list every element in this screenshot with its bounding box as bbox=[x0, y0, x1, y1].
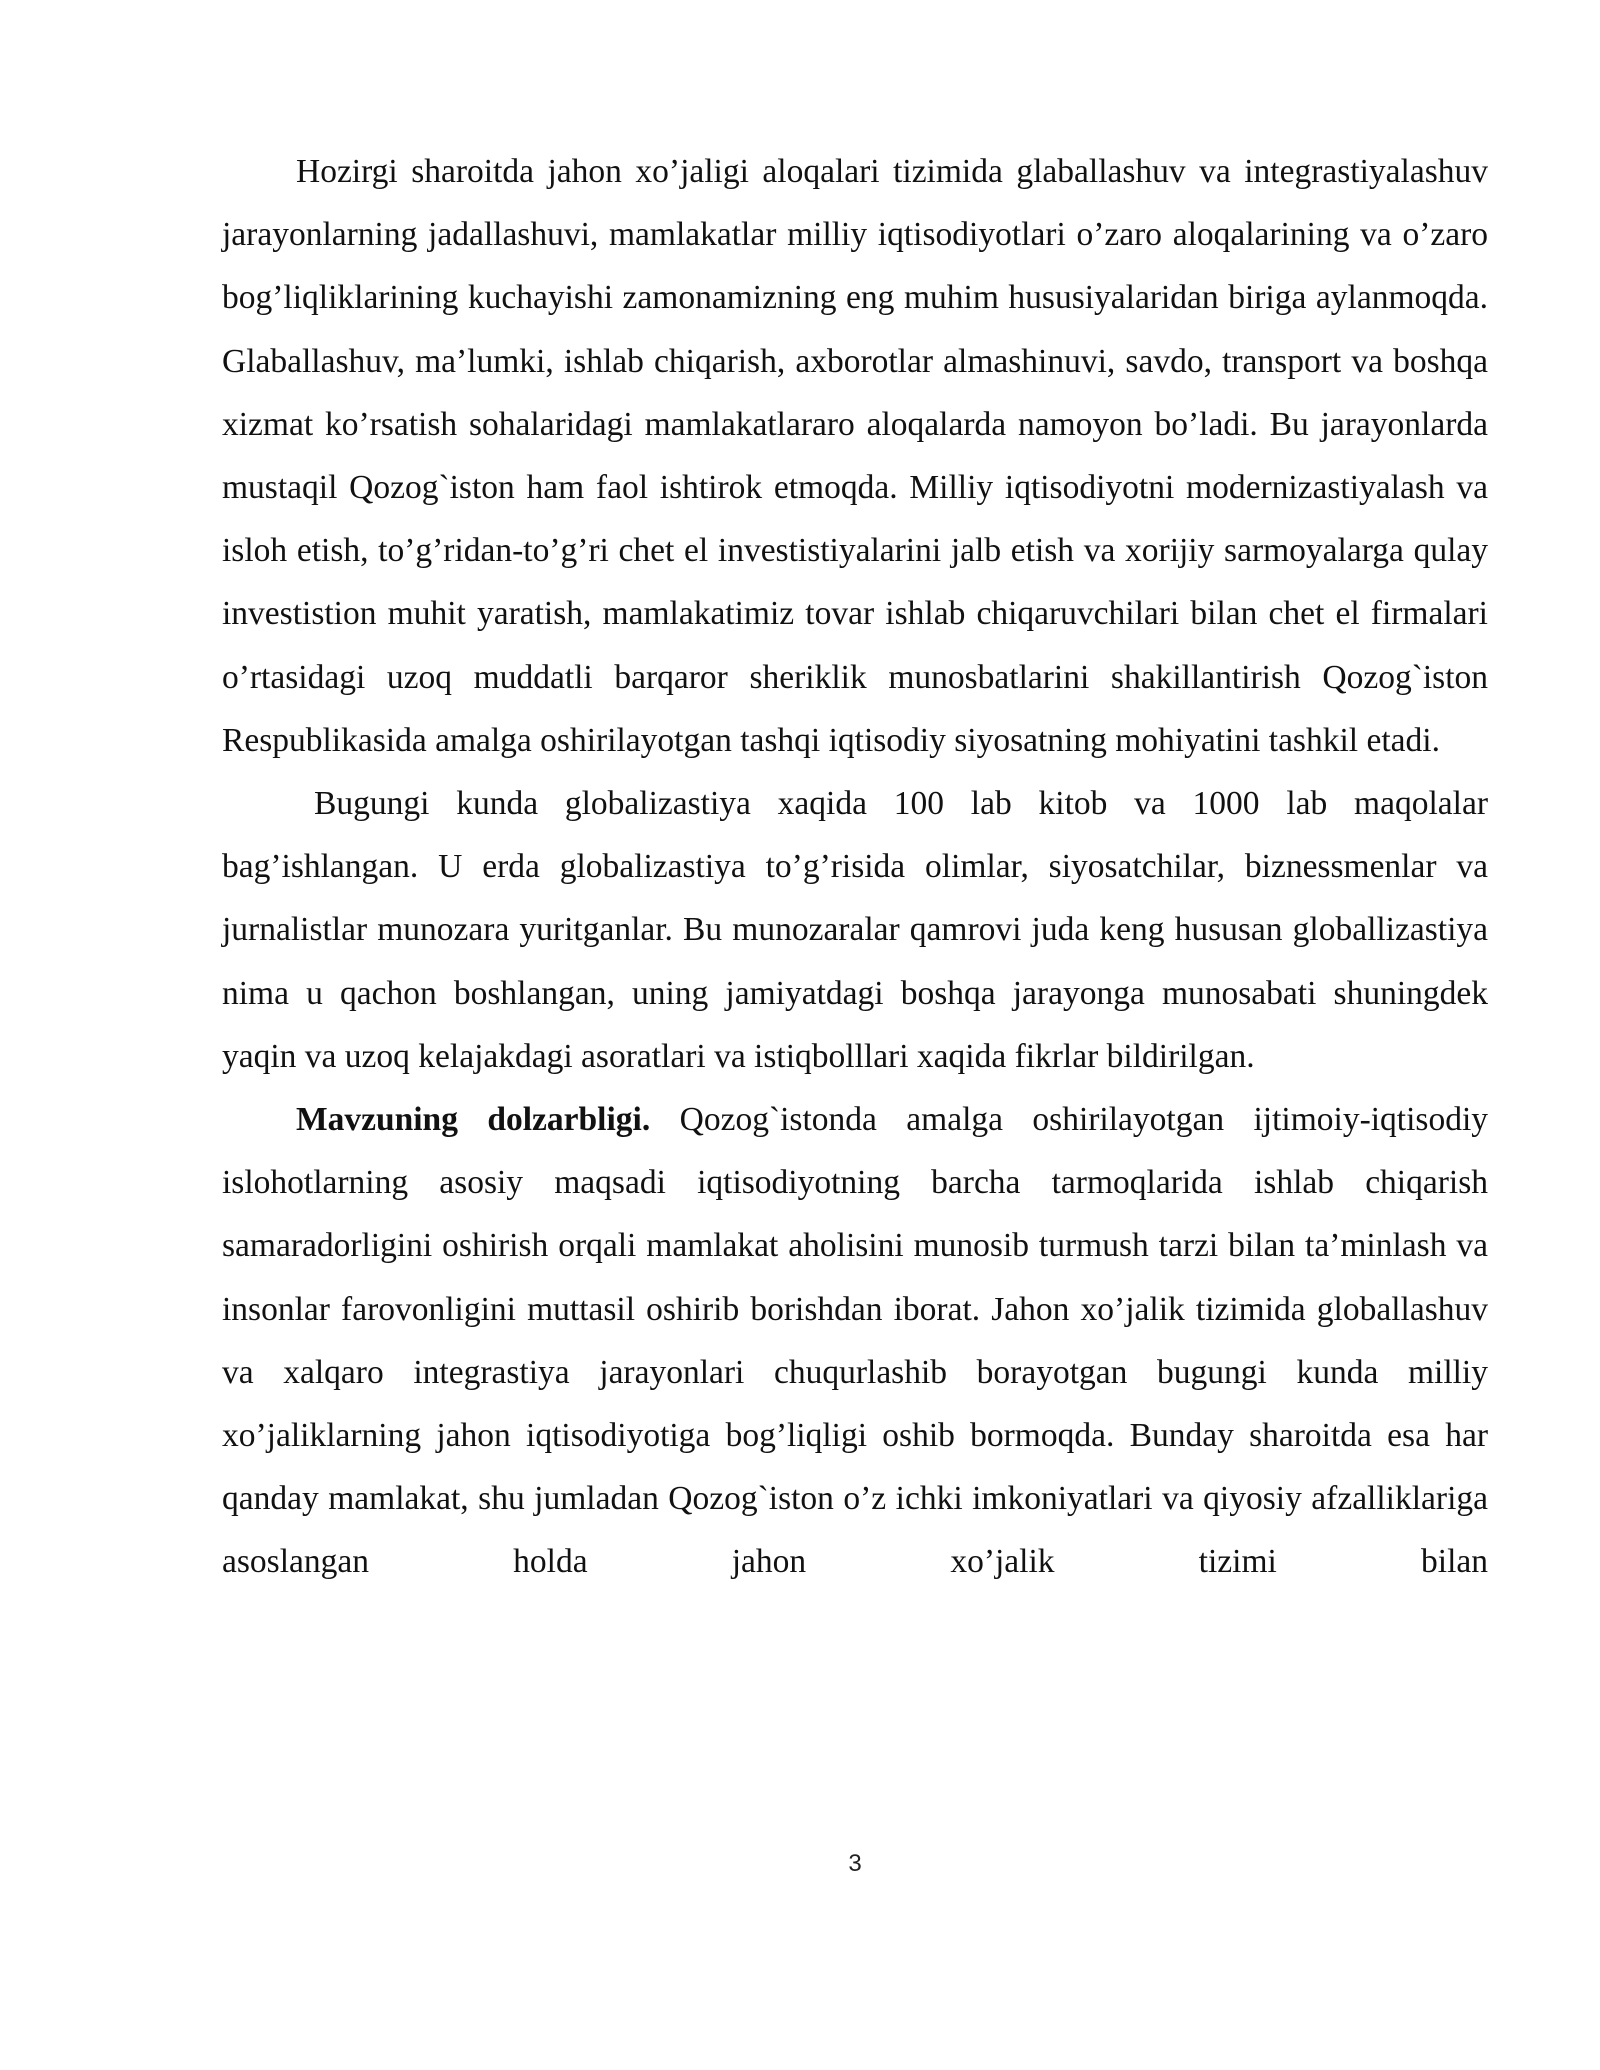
page-number: 3 bbox=[848, 1850, 862, 1877]
paragraph-2 bbox=[222, 772, 1488, 1088]
section-heading-inline: Mavzuning dolzarbligi. bbox=[296, 1101, 651, 1139]
paragraph-2-text: Bugungi kunda globalizastiya xaqida 100 lab kitob va 1000 lab maqolalar bag’ishlangan. U erda globalizastiya to’g’risida olimlar, siyosatchilar, biznessmenlar va jurnalistlar munozara yuritganlar. Bu munozaralar qamrovi juda keng hususan globallizastiya nima u qachon boshlangan, uning jamiyatdagi boshqa jarayonga munosabati shuningdek yaqin va uzoq kelajakdagi asoratlari va istiqbolllari xaqida fikrlar bildirilgan. bbox=[222, 785, 1488, 1075]
paragraph-1 bbox=[222, 140, 1488, 772]
document-body bbox=[222, 140, 1488, 1594]
paragraph-3-text: Qozog`istonda amalga oshirilayotgan ijtimoiy-iqtisodiy islohotlarning asosiy maqsadi iqtisodiyotning barcha tarmoqlarida ishlab chiqarish samaradorligini oshirish orqali mamlakat aholisini munosib turmush tarzi bilan ta’minlash va insonlar farovonligini muttasil oshirib borishdan iborat. Jahon xo’jalik tizimida globallashuv va xalqaro integrastiya jarayonlari chuqurlashib borayotgan bugungi kunda milliy xo’jaliklarning jahon iqtisodiyotiga bog’liqligi oshib bormoqda. Bunday sharoitda esa har qanday mamlakat, shu jumladan Qozog`iston o’z ichki imkoniyatlari va qiyosiy afzalliklariga asoslangan holda jahon xo’jalik tizimi bilan bbox=[222, 1101, 1489, 1581]
paragraph-3 bbox=[222, 1088, 1488, 1594]
paragraph-1-text: Hozirgi sharoitda jahon xo’jaligi aloqalari tizimida glaballashuv va integrastiyalashuv jarayonlarning jadallashuvi, mamlakatlar milliy iqtisodiyotlari o’zaro aloqalarining va o’zaro bog’liqliklarining kuchayishi zamonamizning eng muhim hususiyalaridan biriga aylanmoqda. Glaballashuv, ma’lumki, ishlab chiqarish, axborotlar almashinuvi, savdo, transport va boshqa xizmat ko’rsatish sohalaridagi mamlakatlararo aloqalarda namoyon bo’ladi. Bu jarayonlarda mustaqil Qozog`iston ham faol ishtirok etmoqda. Milliy iqtisodiyotni modernizastiyalash va isloh etish, to’g’ridan-to’g’ri chet el investistiyalarini jalb etish va xorijiy sarmoyalarga qulay investistion muhit yaratish, mamlakatimiz tovar ishlab chiqaruvchilari bilan chet el firmalari o’rtasidagi uzoq muddatli barqaror sheriklik munosbatlarini shakillantirish Qozog`iston Respublikasida amalga oshirilayotgan tashqi iqtisodiy siyosatning mohiyatini tashkil etadi. bbox=[222, 153, 1488, 759]
